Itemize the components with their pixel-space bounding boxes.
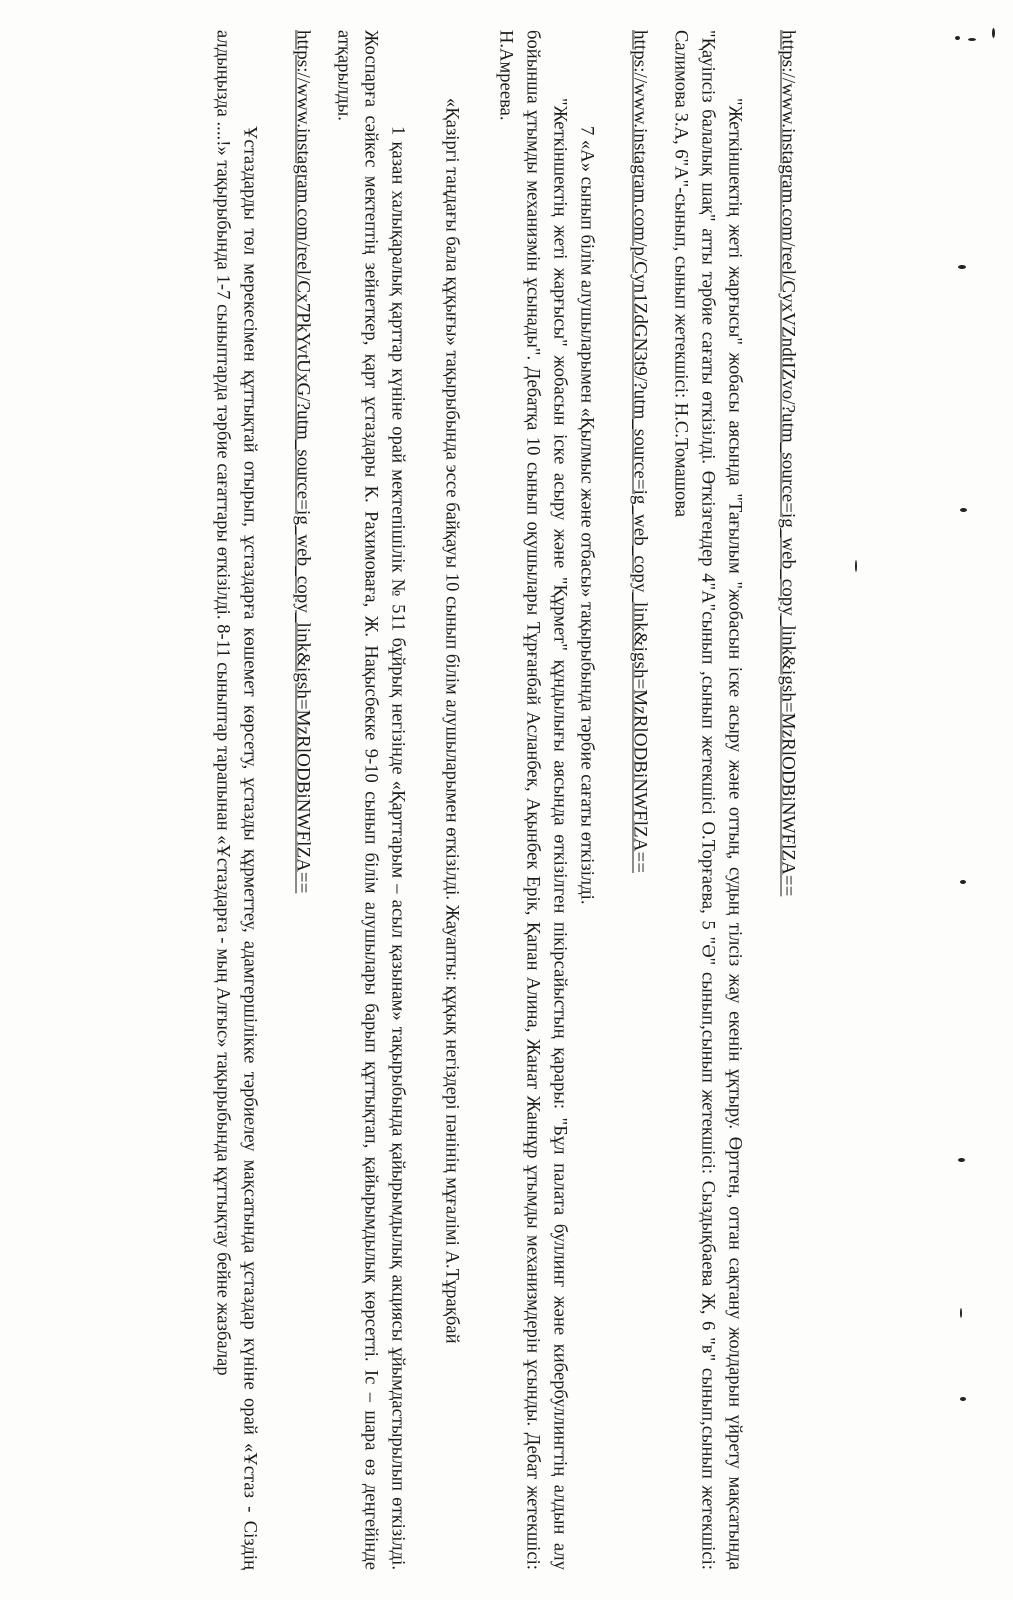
scan-speck xyxy=(960,508,967,512)
scan-speck xyxy=(855,560,857,572)
paragraph-crime-and-family: 7 «А» сынып білім алушыларымен «Қылмыс және отбасы» тақырыбында тәрбие сағаты өткізілді. xyxy=(576,126,597,905)
paragraph-elders-day: 1 қазан халықаралық қарттар күніне орай мектепішілік № 511 бұйрық негізінде «Қарттарым – асыл қазынам» тақырыбында қайырымдылық акциясы ұйымдастырылып өткізілді. Жоспарға сәйкес мектептің зейнеткер, қарт ұстаздары К. Рахимоваға, Ж. Нақысбекке 9-10 сынып білім алушылары барып құттықтап, қайырымдылық көрсетті. Іс – шара өз деңгейінде атқарылды. xyxy=(333,30,408,1570)
instagram-link-2[interactable]: https://www.instagram.com/p/Cyn1ZdGN3t9/?utm_source=ig_web_copy_link&igsh=MzRlODBiNWFlZA== xyxy=(629,30,651,874)
paragraph-debate: "Жеткіншектің жеті жарғысы" жобасын іске асыру және "Құрмет" құндылығы аясында өткізілген пікірсайыстың қарары: "Бұл палата буллинг және кибербуллингтің алдын алу бойынша ұтымды механизмін ұсынады". Дебатқа 10 сынып оқушылары Тұрғанбай Асланбек, Ақынбек Ерік, Қапан Алина, Жанат Жаннұр ұтымды механизмдерін ұсынды. Дебат жетекшісі: Н.Амреева. xyxy=(495,30,570,1570)
scan-speck xyxy=(955,36,960,40)
scan-speck xyxy=(958,265,966,269)
instagram-link-3[interactable]: https://www.instagram.com/reel/Cx7PkYvtUxG/?utm_source=ig_web_copy_link&igsh=MzRlODBiNWFlZA== xyxy=(292,30,314,894)
scan-speck xyxy=(968,38,976,41)
scan-speck xyxy=(958,1158,965,1162)
paragraph-essay-contest: «Қазіргі таңдағы бала құқығы» тақырыбында эссе байқауы 10 сынып білім алушыларымен өткізілді. Жауапты: құқық негіздері пәнінің мұғалімі А.Тұрақбай xyxy=(441,98,462,1344)
rotated-text-block xyxy=(209,30,802,1570)
scan-speck xyxy=(960,1308,962,1318)
paragraph-teachers-day: Ұстаздарды төл мерекесімен құттықтай отырып, ұстаздарға көшемет көрсету, ұстазды құрметтеу, адамгершілікке тәрбиелеу мақсатында ұстаздар күніне орай «Ұстаз - Сіздің алдыңызда ....!» тақырыбында 1-7 сыныптарда тәрбие сағаттары өткізілді. 8-11 сыныптар тарапынан «Ұстаздарға - мың Алғыс» тақырыбында құттықтау бейне жазбалар xyxy=(212,30,260,1570)
scan-speck xyxy=(992,28,995,38)
scan-speck xyxy=(960,880,966,884)
document-body xyxy=(209,30,802,1570)
scan-speck xyxy=(960,1397,966,1401)
paragraph-safe-childhood: "Жеткіншектің жеті жарғысы" жобасы аясында "Тағылым "жобасын іске асыру және оттың, судың тілсіз жау екенін ұқтыру. Өрттен, оттан сақтану жолдарын үйрету мақсатында "Қауіпсіз балалық шақ" атты тәрбие сағаты өткізілді. Өткізгендер 4"А"сынып ,сынып жетекшісі О.Торғаева, 5 "Ә" сынып,сынып жетекшісі: Сыздықбаева Ж, 6 "в" сынып,сынып жетекшісі: Салимова З.А, 6"А"-сынып, сынып жетекшісі: Н.С.Томашова xyxy=(670,30,745,1570)
instagram-link-1[interactable]: https://www.instagram.com/reel/CyxVZndtIZvo/?utm_source=ig_web_copy_link&igsh=MzRlODBiNWFlZA== xyxy=(777,30,799,897)
